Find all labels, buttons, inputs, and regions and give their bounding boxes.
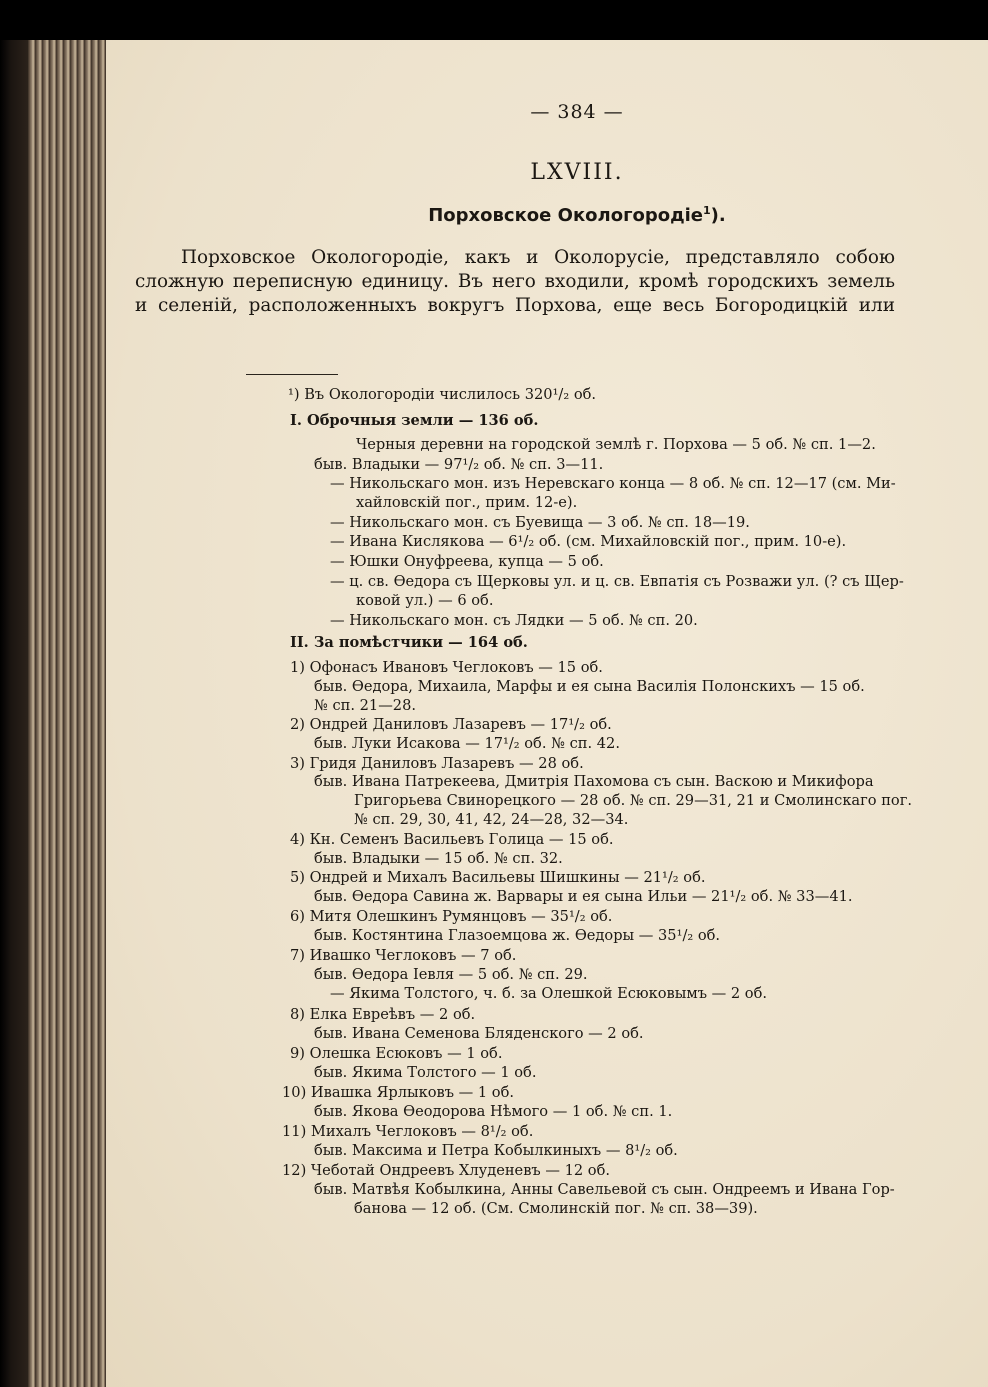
entry-line: — Юшки Онуфреева, купца — 5 об.: [330, 553, 604, 570]
entry-line: быв. Луки Исакова — 17¹/₂ об. № сп. 42.: [314, 735, 620, 752]
entry-line: быв. Владыки — 15 об. № сп. 32.: [314, 850, 563, 867]
entry-line: 1) Офонасъ Ивановъ Чеглоковъ — 15 об.: [290, 659, 603, 676]
entry-line: 7) Ивашко Чеглоковъ — 7 об.: [290, 947, 517, 964]
entry-line: — Никольскаго мон. съ Лядки — 5 об. № сп. 20.: [330, 612, 698, 629]
entry-line: быв. Максима и Петра Кобылкиныхъ — 8¹/₂ об.: [314, 1142, 678, 1159]
entry-line: 5) Ондрей и Михалъ Васильевы Шишкины — 21¹/₂ об.: [290, 869, 706, 886]
entry-line: — ц. св. Ѳедора съ Щерковы ул. и ц. св. Евпатія съ Розважи ул. (? съ Щер-: [330, 573, 904, 590]
entry-line: 3) Гридя Даниловъ Лазаревъ — 28 об.: [290, 755, 584, 772]
footnote-marker: ¹): [288, 386, 300, 403]
entry-line: быв. Костянтина Глазоемцова ж. Ѳедоры — 35¹/₂ об.: [314, 927, 721, 944]
entry-line: быв. Якова Ѳеодорова Нѣмого — 1 об. № сп. 1.: [314, 1103, 673, 1120]
entry-line: быв. Якима Толстого — 1 об.: [314, 1064, 537, 1081]
entry-line: 12) Чеботай Ондреевъ Хлуденевъ — 12 об.: [282, 1162, 610, 1179]
entry-line: Черныя деревни на городской землѣ г. Порхова — 5 об. № сп. 1—2.: [356, 436, 876, 453]
entry-line: быв. Ѳедора Савина ж. Варвары и ея сына Ильи — 21¹/₂ об. № 33—41.: [314, 888, 853, 905]
entry-line: — Якима Толстого, ч. б. за Олешкой Есюковымъ — 2 об.: [330, 985, 768, 1002]
section-title: I. Оброчныя земли — 136 об.: [290, 412, 539, 429]
entry-line: 9) Олешка Есюковъ — 1 об.: [290, 1045, 503, 1062]
entry-line: 8) Елка Евреѣвъ — 2 об.: [290, 1006, 476, 1023]
paragraph-line: и селеній, расположенныхъ вокругъ Порхова, еще весь Богородицкій или: [135, 295, 895, 316]
page-number: — 384 —: [530, 101, 624, 123]
entry-line: — Никольскаго мон. изъ Неревскаго конца — 8 об. № сп. 12—17 (см. Ми-: [330, 475, 896, 492]
entry-line: Григорьева Свинорецкого — 28 об. № сп. 29—31, 21 и Смолинскаго пог.: [354, 792, 913, 809]
heading-tail: ).: [710, 205, 726, 226]
footnote-tail: об.: [569, 386, 597, 403]
entry-line: 6) Митя Олешкинъ Румянцовъ — 35¹/₂ об.: [290, 908, 613, 925]
footnote-line: [288, 386, 596, 404]
entry-line: быв. Ѳедора Іевля — 5 об. № сп. 29.: [314, 966, 588, 983]
paragraph-line: сложную переписную единицу. Въ него входили, кромѣ городскихъ земель: [135, 271, 895, 292]
entry-line: быв. Матвѣя Кобылкина, Анны Савельевой съ сын. Ондреемъ и Ивана Гор-: [314, 1181, 895, 1198]
entry-line: хайловскій пог., прим. 12-е).: [356, 494, 578, 511]
entry-line: № сп. 29, 30, 41, 42, 24—28, 32—34.: [354, 811, 629, 828]
paragraph-line: Порховское Окологородіе, какъ и Околорусіе, представляло собою: [181, 247, 895, 268]
chapter-number: LXVIII.: [530, 160, 624, 185]
entry-line: быв. Ивана Патрекеева, Дмитрія Пахомова съ сын. Васкою и Микифора: [314, 773, 874, 790]
entry-line: быв. Ивана Семенова Бляденского — 2 об.: [314, 1025, 644, 1042]
section-title: II. За помѣстчики — 164 об.: [290, 634, 528, 651]
entry-line: 2) Ондрей Даниловъ Лазаревъ — 17¹/₂ об.: [290, 716, 612, 733]
entry-line: — Никольскаго мон. съ Буевища — 3 об. № сп. 18—19.: [330, 514, 750, 531]
footnote-text: Въ Окологородіи числилось 320: [304, 386, 553, 403]
entry-line: ковой ул.) — 6 об.: [356, 592, 494, 609]
entry-line: быв. Ѳедора, Михаила, Марфы и ея сына Василія Полонскихъ — 15 об.: [314, 678, 865, 695]
heading-text: Порховское Окологородіе: [428, 205, 704, 226]
entry-line: № сп. 21—28.: [314, 697, 416, 714]
entry-line: банова — 12 об. (См. Смолинскій пог. № сп. 38—39).: [354, 1200, 758, 1217]
entry-line: 11) Михалъ Чеглоковъ — 8¹/₂ об.: [282, 1123, 534, 1140]
entry-line: быв. Владыки — 97¹/₂ об. № сп. 3—11.: [314, 456, 604, 473]
entry-line: 10) Ивашка Ярлыковъ — 1 об.: [282, 1084, 515, 1101]
footnote-fraction: ¹/₂: [552, 386, 570, 403]
heading-note-ref: 1: [703, 204, 711, 217]
entry-line: — Ивана Кислякова — 6¹/₂ об. (см. Михайловскій пог., прим. 10-е).: [330, 533, 847, 550]
entry-line: 4) Кн. Семенъ Васильевъ Голица — 15 об.: [290, 831, 614, 848]
